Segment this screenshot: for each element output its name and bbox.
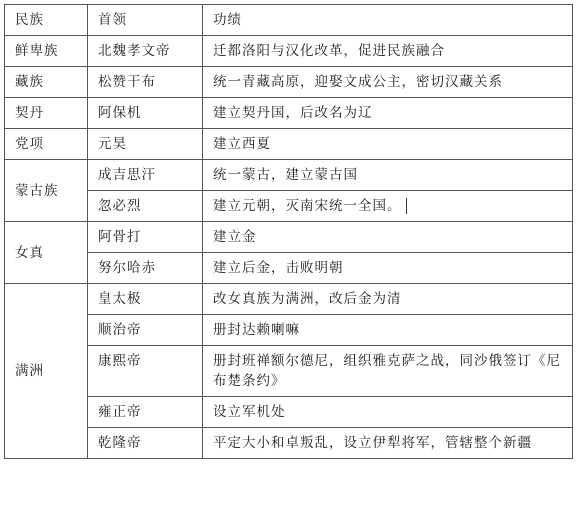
leader-cell: 忽必烈 bbox=[88, 191, 203, 222]
leader-cell: 乾隆帝 bbox=[88, 428, 203, 459]
ethnic-leaders-table bbox=[4, 4, 573, 459]
ethnic-cell: 契丹 bbox=[5, 98, 88, 129]
achievement-cell: 迁都洛阳与汉化改革，促进民族融合 bbox=[203, 36, 573, 67]
table-row bbox=[5, 346, 573, 397]
leader-cell: 阿保机 bbox=[88, 98, 203, 129]
ethnic-cell: 蒙古族 bbox=[5, 160, 88, 222]
leader-cell: 康熙帝 bbox=[88, 346, 203, 397]
achievement-cell bbox=[203, 191, 573, 222]
table-row bbox=[5, 129, 573, 160]
text-cursor bbox=[406, 198, 407, 214]
achievement-cell: 平定大小和卓叛乱，设立伊犁将军，管辖整个新疆 bbox=[203, 428, 573, 459]
achievement-cell: 建立西夏 bbox=[203, 129, 573, 160]
header-achievement: 功绩 bbox=[203, 5, 573, 36]
table-row bbox=[5, 98, 573, 129]
table-header-row bbox=[5, 5, 573, 36]
achievement-cell: 建立后金，击败明朝 bbox=[203, 253, 573, 284]
ethnic-cell: 满洲 bbox=[5, 284, 88, 459]
leader-cell: 努尔哈赤 bbox=[88, 253, 203, 284]
achievement-cell: 册封班禅额尔德尼，组织雅克萨之战，同沙俄签订《尼布楚条约》 bbox=[203, 346, 573, 397]
ethnic-cell: 鲜卑族 bbox=[5, 36, 88, 67]
achievement-text: 建立元朝，灭南宋统一全国。 bbox=[213, 198, 402, 214]
table-row bbox=[5, 315, 573, 346]
table-row bbox=[5, 191, 573, 222]
leader-cell: 皇太极 bbox=[88, 284, 203, 315]
table-row bbox=[5, 397, 573, 428]
table-row bbox=[5, 36, 573, 67]
table-row bbox=[5, 222, 573, 253]
history-table-container bbox=[4, 4, 573, 459]
ethnic-cell: 党项 bbox=[5, 129, 88, 160]
achievement-cell: 册封达赖喇嘛 bbox=[203, 315, 573, 346]
achievement-cell: 设立军机处 bbox=[203, 397, 573, 428]
table-row bbox=[5, 160, 573, 191]
leader-cell: 元昊 bbox=[88, 129, 203, 160]
leader-cell: 北魏孝文帝 bbox=[88, 36, 203, 67]
table-row bbox=[5, 284, 573, 315]
achievement-cell: 建立契丹国，后改名为辽 bbox=[203, 98, 573, 129]
ethnic-cell: 藏族 bbox=[5, 67, 88, 98]
leader-cell: 松赞干布 bbox=[88, 67, 203, 98]
table-row bbox=[5, 428, 573, 459]
achievement-cell: 统一青藏高原，迎娶文成公主，密切汉藏关系 bbox=[203, 67, 573, 98]
header-leader: 首领 bbox=[88, 5, 203, 36]
leader-cell: 顺治帝 bbox=[88, 315, 203, 346]
table-row bbox=[5, 253, 573, 284]
leader-cell: 成吉思汗 bbox=[88, 160, 203, 191]
header-ethnic: 民族 bbox=[5, 5, 88, 36]
leader-cell: 雍正帝 bbox=[88, 397, 203, 428]
achievement-cell: 改女真族为满洲，改后金为清 bbox=[203, 284, 573, 315]
achievement-cell: 统一蒙古，建立蒙古国 bbox=[203, 160, 573, 191]
achievement-cell: 建立金 bbox=[203, 222, 573, 253]
ethnic-cell: 女真 bbox=[5, 222, 88, 284]
leader-cell: 阿骨打 bbox=[88, 222, 203, 253]
table-row bbox=[5, 67, 573, 98]
